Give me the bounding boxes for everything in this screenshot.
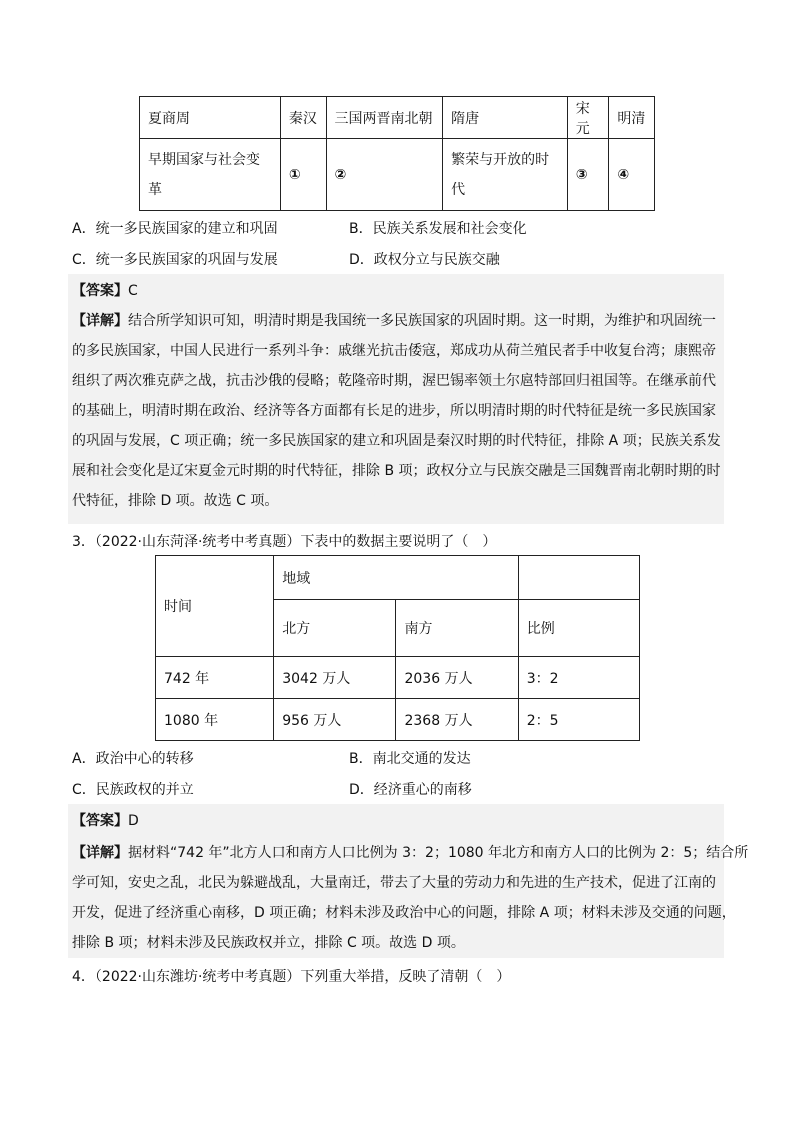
north-header: 北方 (274, 600, 396, 657)
q3-detail-line-4: 排除 B 项；材料未涉及民族政权并立，排除 C 项。故选 D 项。 (72, 935, 465, 951)
q3-option-b: B．南北交通的发达 (349, 751, 471, 767)
q2-option-b: B．民族关系发展和社会变化 (349, 221, 527, 237)
table-row (156, 657, 640, 699)
cell-early-state-line2: 革 (148, 181, 162, 198)
south-cell: 2368 万人 (396, 699, 518, 741)
empty-header (518, 556, 639, 600)
header-sui-tang: 隋唐 (443, 97, 568, 139)
header-qin-han: 秦汉 (280, 97, 326, 139)
cell-prosperity (443, 139, 568, 211)
year-cell: 742 年 (156, 657, 274, 699)
q2-detail (72, 306, 721, 516)
q2-detail-line-4: 的基础上，明清时期在政治、经济等各方面都有长足的进步，所以明清时期的时代特征是统一多民族国家 (72, 403, 716, 419)
periods-table (139, 96, 655, 211)
south-header: 南方 (396, 600, 518, 657)
table-row (156, 699, 640, 741)
q2-option-d: D．政权分立与民族交融 (349, 252, 500, 268)
q3-detail-line-3: 开发，促进了经济重心南移，D 项正确；材料未涉及政治中心的问题，排除 A 项；材料未涉及交通的问题， (72, 905, 736, 921)
q2-detail-line-7: 代特征，排除 D 项。故选 C 项。 (72, 493, 279, 509)
ratio-cell: 2：5 (518, 699, 639, 741)
q2-detail-line-2: 的多民族国家，中国人民进行一系列斗争：戚继光抗击倭寇，郑成功从荷兰殖民者手中收复台湾；康熙帝 (72, 343, 716, 359)
ratio-cell: 3：2 (518, 657, 639, 699)
q3-option-a: A．政治中心的转移 (72, 751, 194, 767)
q2-answer-label: 【答案】 (72, 283, 128, 299)
cell-prosperity-line2: 代 (451, 181, 466, 198)
q3-detail-label: 【详解】 (72, 845, 128, 861)
q2-detail-line-3: 组织了两次雅克萨之战，抗击沙俄的侵略；乾隆帝时期，渥巴锡率领土尔扈特部回归祖国等。在继承前代 (72, 373, 716, 389)
ratio-header: 比例 (518, 600, 639, 657)
q2-detail-label: 【详解】 (72, 313, 128, 329)
q3-answer-label: 【答案】 (72, 813, 128, 829)
q2-detail-line-6: 展和社会变化是辽宋夏金元时期的时代特征，排除 B 项；政权分立与民族交融是三国魏晋南北朝时期的时 (72, 463, 721, 479)
q3-option-d: D．经济重心的南移 (349, 782, 472, 798)
q2-answer-value: C (128, 283, 138, 299)
q2-detail-line-1: 【详解】结合所学知识可知，明清时期是我国统一多民族国家的巩固时期。这一时期，为维护和巩固统一 (72, 313, 716, 329)
q2-answer (72, 276, 138, 306)
q3-detail-line-2: 学可知，安史之乱，北民为躲避战乱，大量南迁，带去了大量的劳动力和先进的生产技术，促进了江南的 (72, 875, 716, 891)
header-ming-qing: 明清 (609, 97, 655, 139)
q3-stem: 3．（2022·山东菏泽·统考中考真题）下表中的数据主要说明了（ ） (72, 534, 497, 550)
time-header: 时间 (156, 556, 274, 657)
region-header: 地域 (274, 556, 519, 600)
south-cell: 2036 万人 (396, 657, 518, 699)
q2-option-a: A．统一多民族国家的建立和巩固 (72, 221, 278, 237)
blank-3: ③ (567, 139, 609, 211)
cell-early-state-line1: 早期国家与社会变 (148, 151, 260, 168)
blank-2: ② (326, 139, 443, 211)
cell-prosperity-line1: 繁荣与开放的时 (451, 151, 550, 168)
q3-answer (72, 806, 139, 836)
header-three-kingdoms: 三国两晋南北朝 (326, 97, 443, 139)
blank-1: ① (280, 139, 326, 211)
north-cell: 956 万人 (274, 699, 396, 741)
q3-detail-line-1: 【详解】据材料“742 年”北方人口和南方人口比例为 3：2；1080 年北方和南方人口的比例为 2：5；结合所 (72, 845, 749, 861)
population-table (155, 555, 640, 741)
north-cell: 3042 万人 (274, 657, 396, 699)
blank-4: ④ (609, 139, 655, 211)
q4-stem: 4．（2022·山东潍坊·统考中考真题）下列重大举措，反映了清朝（ ） (72, 969, 511, 985)
q2-detail-line-5: 的巩固与发展，C 项正确；统一多民族国家的建立和巩固是秦汉时期的时代特征，排除 A 项；民族关系发 (72, 433, 721, 449)
q3-answer-value: D (128, 813, 139, 829)
cell-early-state (140, 139, 281, 211)
header-xia-shang-zhou: 夏商周 (140, 97, 281, 139)
q2-option-c: C．统一多民族国家的巩固与发展 (72, 252, 278, 268)
year-cell: 1080 年 (156, 699, 274, 741)
header-song-yuan: 宋元 (567, 97, 609, 139)
q3-detail (72, 838, 748, 958)
q3-option-c: C．民族政权的并立 (72, 782, 194, 798)
